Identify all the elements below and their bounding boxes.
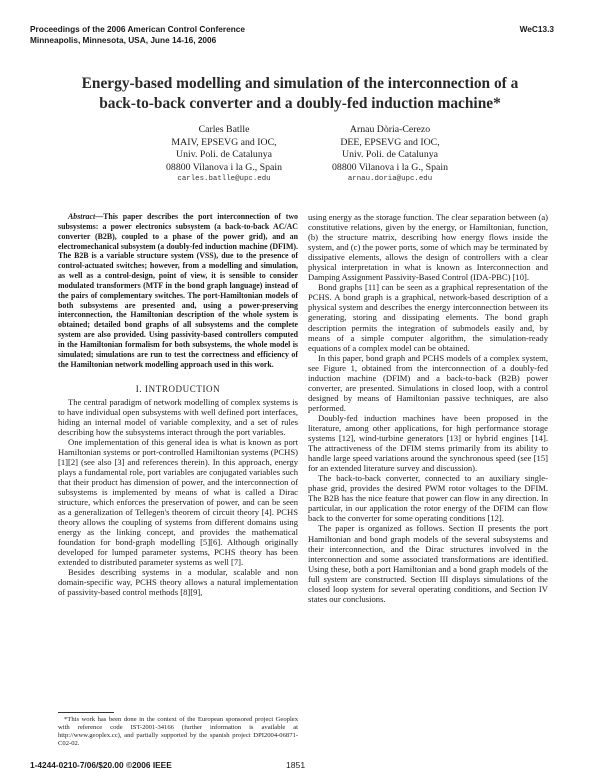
left-column: [58, 212, 298, 597]
abstract: [58, 212, 298, 370]
paragraph: The paper is organized as follows. Section II presents the port Hamiltonian and bond graph models of the several subsystems and their interconnection, and the Dirac structures involved in the interconnection and some associated transformations are identified. Using these, both a port Hamiltonian and a bond graph models of the full system are constructed. Section III displays simulations of the closed loop system for several operating conditions, and Section IV states our conclusions.: [308, 523, 548, 604]
session-code: WeC13.3: [519, 24, 554, 34]
paragraph: The central paradigm of network modelling of complex systems is to have individual open subsystems with well defined port interfaces, hiding an internal model of variable complexity, and a set of rules describing how the subsystems interact through the port variables.: [58, 396, 298, 437]
paragraph: Doubly-fed induction machines have been proposed in the literature, among other applications, for high performance storage systems [12], wind-turbine generators [13] or hybrid engines [14]. The attractiveness of the DFIM stems primarily from its ability to handle large speed variations around the synchronous speed (see [15] for an extended literature survey and discussion).: [308, 412, 548, 474]
author-department: MAIV, EPSEVG and IOC,: [171, 136, 277, 148]
paper-title: [40, 74, 560, 114]
author-block: [315, 124, 465, 185]
copyright-notice: 1-4244-0210-7/06/$20.00 ©2006 IEEE: [30, 760, 172, 770]
author-department: DEE, EPSEVG and IOC,: [340, 136, 440, 148]
conference-info: [30, 24, 245, 46]
footnote-divider: [58, 712, 114, 713]
conference-location: Minneapolis, Minnesota, USA, June 14-16, 2006: [30, 35, 217, 45]
author-address: 08800 Vilanova i la G., Spain: [332, 161, 448, 173]
paragraph: Bond graphs [11] can be seen as a graphical representation of the PCHS. A bond graph is a graphical, network-based description of a physical system and describes the energy interconnection between its generating, storing and dissipating elements. The bond graph description permits the integration of submodels easily and, by means of a simple computer algorithm, the simulation-ready equations of a complex model can be obtained.: [308, 282, 548, 353]
right-column: [308, 212, 548, 604]
paragraph: using energy as the storage function. The clear separation between (a) constitutive relations, given by the energy, or Hamiltonian, function, (b) the structure matrix, describing how energy flows inside the system, and (c) the power ports, some of which may be terminated by dissipative elements, allows the design of controllers with a clear physical interpretation in what is known as Interconnection and Damping Assignment Passivity-Based Control (IDA-PBC) [10].: [308, 212, 548, 283]
section-heading-introduction: I. INTRODUCTION: [135, 383, 221, 394]
conference-name: Proceedings of the 2006 American Control Conference: [30, 24, 246, 34]
author-email[interactable]: arnau.doria@upc.edu: [347, 175, 433, 184]
author-address: 08800 Vilanova i la G., Spain: [166, 161, 282, 173]
abstract-text: —This paper describes the port interconnection of two subsystems: a power electronics subsystem (a back-to-back AC/AC converter (B2B), coupled to a phase of the power grid), and an electromechanical subsystem (a doubly-fed induction machine (DFIM). The B2B is a variable structure system (VSS), due to the presence of control-actuated switches; however, from a modelling and simulation, as well as a control-design, point of view, it is sensible to consider modulated transformers (MTF in the bond graph language) instead of the pairs of complementary switches. The port-Hamiltonian models of both subsystems are presented and, using a power-preserving interconnection, the Hamiltonian description of the whole system is obtained; detailed bond graphs of all subsystems and the complete system are also provided. Using passivity-based controllers computed in the Hamiltonian formalism for both subsystems, the whole model is simulated; simulations are run to test the correctness and efficiency of the Hamiltonian network modelling approach used in this work.: [58, 212, 298, 369]
page-number: 1851: [286, 760, 306, 770]
title-line-2: back-to-back converter and a doubly-fed induction machine*: [99, 95, 501, 112]
paragraph: Besides describing systems in a modular, scalable and non domain-specific way, PCHS theory allows a natural implementation of passivity-based control methods [8][9],: [58, 567, 298, 598]
author-email[interactable]: carles.batlle@upc.edu: [177, 175, 271, 184]
author-university: Univ. Poli. de Catalunya: [176, 149, 272, 161]
author-name: Arnau Dòria-Cerezo: [349, 124, 431, 135]
paragraph: The back-to-back converter, connected to an auxiliary single-phase grid, provides the desired PWM rotor voltages to the DFIM. The B2B has the nice feature that power can flow in any direction. In particular, in our application the rotor energy of the DFIM can flow back to the converter for some operating conditions [12].: [308, 473, 548, 524]
paragraph: In this paper, bond graph and PCHS models of a complex system, see Figure 1, obtained from the interconnection of a doubly-fed induction machine (DFIM) and a back-to-back (B2B) power converter, are presented. Simulations in closed loop, with a control designed by means of Hamiltonian passive techniques, are also performed.: [308, 352, 548, 413]
author-name: Carles Batlle: [198, 124, 250, 135]
title-line-1: Energy-based modelling and simulation of the interconnection of a: [81, 75, 519, 92]
author-block: [149, 124, 299, 185]
footnote: *This work has been done in the context of the European sponsored project Geoplex with reference code IST-2001-34166 (further information is available at http://www.geoplex.cc), and partially supported by the spanish project DPI2004-06871-C02-02.: [58, 716, 298, 748]
author-university: Univ. Poli. de Catalunya: [342, 149, 438, 161]
paragraph: One implementation of this general idea is what is known as port Hamiltonian systems or port-controlled Hamiltonian systems (PCHS) [1][2] (see also [3] and references therein). In this approach, energy plays a fundamental role, port variables are conjugated variables such that their product has dimension of power, and the interconnection of subsystems is implemented by means of what is called a Dirac structure, which enforces the preservation of power, and can be seen as a generalization of Tellegen's theorem of circuit theory [4]. PCHS theory allows the coupling of systems from different domains using energy as the linking concept, and provides the mathematical foundation for bond-graph modelling [5][6]. Although originally developed for lumped parameter systems, PCHS theory has been extended to distributed parameter systems as well [7].: [58, 436, 298, 568]
abstract-lead: Abstract: [68, 212, 96, 221]
